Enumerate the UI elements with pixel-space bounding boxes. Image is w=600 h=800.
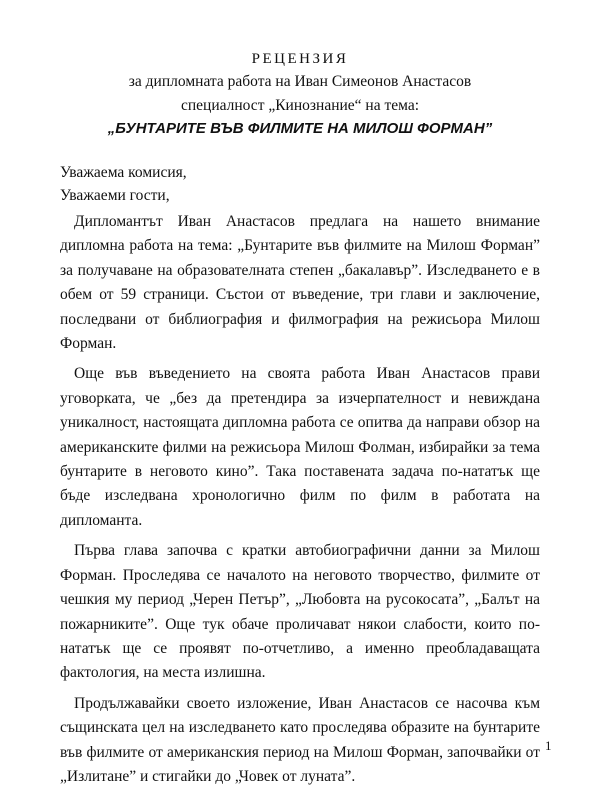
subtitle-line-2: специалност „Кинознание“ на тема: — [180, 97, 420, 114]
greeting-guests: Уважаеми гости, — [60, 187, 170, 204]
page-number: 1 — [545, 738, 552, 753]
paragraph-introduction-note: Още във въведението на своята работа Иван Анастасов прави уговорката, че „без да претендира за изчерпателност и невиждана уникалност, настоящата дипломна работа се опитва да направи обзор на американските филми на режисьора Милош Фолман, избирайки за тема бунтарите в неговото кино”. Така поставената задача по-нататък ще бъде изследвана хронологично филм по филм в работата на дипломанта. — [60, 365, 540, 529]
subtitle-line-1: за дипломната работа на Иван Симеонов Анастасов — [128, 73, 472, 90]
review-title: РЕЦЕНЗИЯ — [251, 51, 349, 67]
paragraph-intro: Дипломантът Иван Анастасов предлага на нашето внимание дипломна работа на тема: „Бунтарите във филмите на Милош Форман” за получаване на образователната степен „бакалавър”. Изследването е в обем от 59 страници. Състои от въведение, три глави и заключение, последвани от библиография и филмография на режисьора Милош Форман. — [60, 213, 540, 353]
paragraph-chapter-one: Първа глава започва с кратки автобиографични данни за Милош Форман. Проследява се началото на неговото творчество, филмите от чешкия му период „Черен Петър”, „Любовта на русокосата”, „Балът на пожарниките”. Още тук обаче проличават някои слабости, които по-нататък ще се проявят по-отчетливо, а именно преобладаващата фактология, на места излишна. — [60, 542, 540, 682]
greeting-commission: Уважаема комисия, — [60, 164, 187, 181]
thesis-title: „БУНТАРИТЕ ВЪВ ФИЛМИТЕ НА МИЛОШ ФОРМАН” — [107, 120, 493, 137]
paragraph-continuation: Продължавайки своето изложение, Иван Анастасов се насочва към същинската цел на изследването като проследява образите на бунтарите във филмите от американския период на Милош Форман, започвайки от „Излитане” и стигайки до „Човек от луната”. — [60, 694, 540, 785]
review-body — [60, 210, 540, 795]
